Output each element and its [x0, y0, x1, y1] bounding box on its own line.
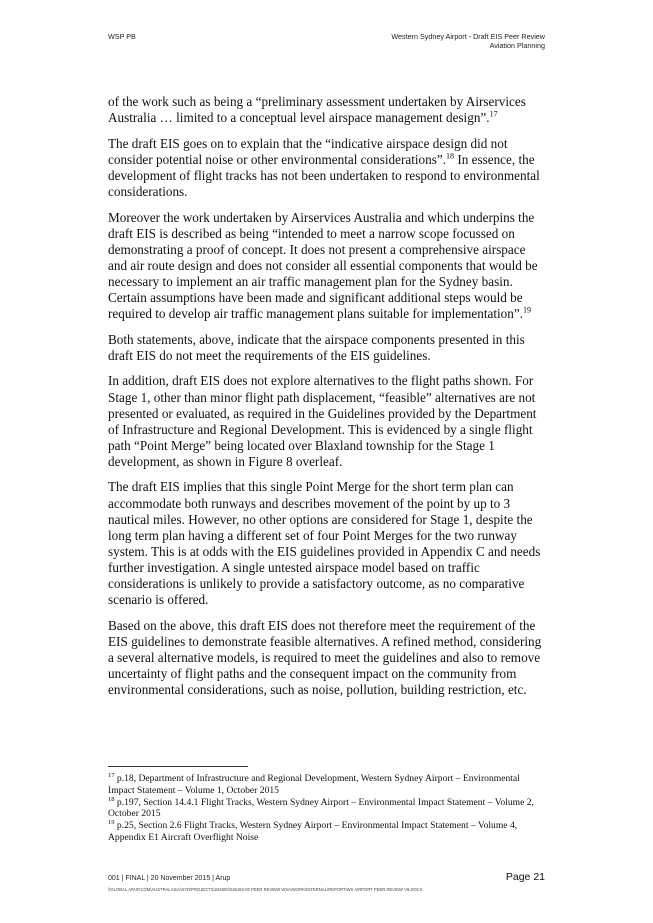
footnote-separator: [108, 766, 248, 767]
header-right: [391, 32, 545, 50]
footnote-number: 18: [108, 795, 115, 803]
paragraph: Both statements, above, indicate that the airspace components presented in this draft EIS do not meet the requirements of the EIS guidelines.: [108, 331, 525, 363]
paragraph: of the work such as being a “preliminary assessment undertaken by Airservices Australia … limited to a conceptual level airspace management design”.$^{17}$: [108, 94, 526, 126]
paragraph: Moreover the work undertaken by Airservices Australia and which underpins the draft EIS is described as being “intended to meet a narrow scope focussed on demonstrating a proof of concept. It does not present a comprehensive airspace and air route design and does not consider all essential components that would be necessary to implement an air traffic management plan for the Sydney basin. Certain assumptions have been made and significant additional steps would be required to develop air traffic management plans suitable for implementation”.$^{19}$: [108, 209, 538, 322]
header-subtitle: Aviation Planning: [489, 41, 545, 50]
footnote: $^{18}$ p.197, Section 14.4.1 Flight Tracks, Western Sydney Airport – Environmental Impact Statement – Volume 2, October 2015: [108, 795, 534, 820]
header-title: Western Sydney Airport - Draft EIS Peer Review: [391, 32, 545, 41]
body-text: [108, 94, 545, 708]
footnote: $^{17}$ p.18, Department of Infrastructure and Regional Development, Western Sydney Airport – Environmental Impact Statement – Volume 1, October 2015: [108, 771, 520, 796]
paragraph: In addition, draft EIS does not explore alternatives to the flight paths shown. For Stage 1, other than minor flight path displacement, “feasible” alternatives are not presented or evaluated, as required in the Guidelines provided by the Department of Infrastructure and Regional Development. This is evidenced by a single flight path “Point Merge” being located over Blaxland township for the Stage 1 development, as shown in Figure 8 overleaf.: [108, 373, 537, 469]
footnote-ref[interactable]: 18: [446, 151, 455, 161]
footnote-number: 17: [108, 771, 115, 779]
footnote-number: 19: [108, 819, 115, 826]
footer-document-info: 001 | FINAL | 20 November 2015 | Arup: [108, 875, 231, 882]
footnote-ref[interactable]: 19: [523, 305, 532, 315]
footnotes: [108, 773, 545, 844]
paragraph: The draft EIS implies that this single Point Merge for the short term plan can accommodate both runways and describes movement of the point by up to 3 nautical miles. However, no other options are considered for Stage 1, despite the long term plan having a different set of four Point Merges for the two runway system. This is at odds with the EIS guidelines provided in Appendix C and needs further investigation. A single untested airspace model based on traffic considerations is unlikely to provide a satisfactory outcome, as no comparative scenario is offered.: [108, 479, 541, 608]
footer-file-path: \\GLOBAL.ARUP.COM\AUSTRALASIA\SYD\PROJECTS\246000\246163-00 PEER REVIEW WSA\WORK\INTERNAL\REPORT\WS AIRPORT PEER REVIEW V9.DOCX: [108, 887, 423, 892]
paragraph: Based on the above, this draft EIS does not therefore meet the requirement of the EIS guidelines to demonstrate feasible alternatives. A refined method, considering a several alternative models, is required to meet the guidelines and also to remove uncertainty of flight paths and the consequent impact on the community from environmental considerations, such as noise, pollution, building restriction, etc.: [108, 617, 542, 698]
page-number: Page 21: [505, 871, 545, 883]
header-left: WSP PB: [108, 32, 136, 41]
footnote: $^{19}$ p.25, Section 2.6 Flight Tracks, Western Sydney Airport – Environmental Impact Statement – Volume 4, Appendix E1 Aircraft Overflight Noise: [108, 819, 518, 843]
paragraph: The draft EIS goes on to explain that the “indicative airspace design did not consider potential noise or other environmental considerations”.$^{18}$ In essence, the development of flight tracks has not been undertaken to respond to environmental considerations.: [108, 135, 540, 199]
footnote-ref[interactable]: 17: [489, 109, 498, 119]
